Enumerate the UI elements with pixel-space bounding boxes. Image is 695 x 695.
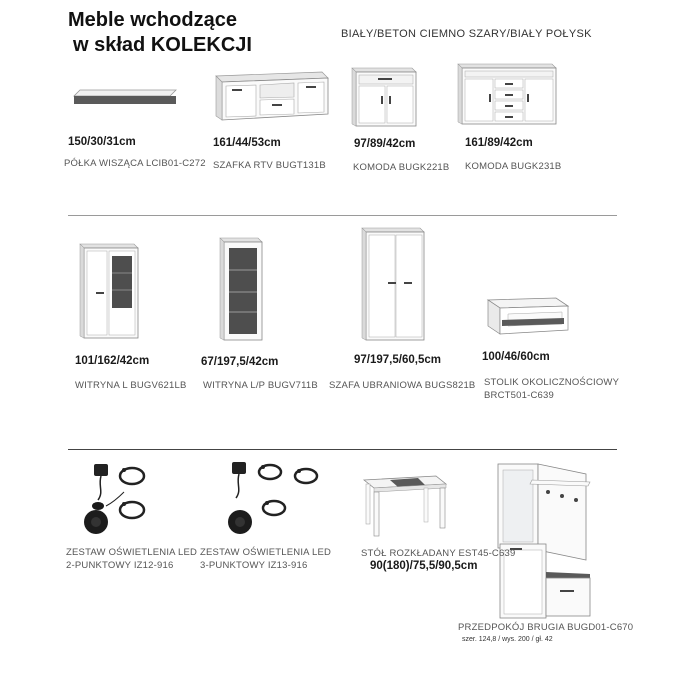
product-code: 2-PUNKTOWY IZ12-916 <box>66 560 174 571</box>
product-name: STOLIK OKOLICZNOŚCIOWY <box>484 377 620 388</box>
product-name: PRZEDPOKÓJ BRUGIA BUGD01-C670 <box>458 622 634 633</box>
led-set-2-image <box>76 462 154 536</box>
product-dimensions: 100/46/60cm <box>482 351 550 363</box>
led-set-3-image <box>220 458 324 536</box>
product-name: ZESTAW OŚWIETLENIA LED <box>200 547 332 558</box>
large-chest-image <box>456 62 558 126</box>
hallway-set-image <box>496 460 596 620</box>
tall-display-cabinet-image <box>218 236 264 342</box>
section-divider <box>68 215 617 216</box>
product-name: PÓŁKA WISZĄCA LCIB01-C272 <box>64 158 206 169</box>
product-dimensions: 67/197,5/42cm <box>201 356 279 368</box>
product-name: STÓŁ ROZKŁADANY EST45-C639 <box>361 548 516 559</box>
product-dimensions: 150/30/31cm <box>68 136 136 148</box>
color-variants-label: BIAŁY/BETON CIEMNO SZARY/BIAŁY POŁYSK <box>341 28 592 40</box>
tv-cabinet-image <box>210 70 330 122</box>
extending-table-image <box>362 474 448 538</box>
heading-line-1: Meble wchodzące <box>68 9 237 31</box>
product-dimensions: 97/89/42cm <box>354 138 416 150</box>
section-divider <box>68 449 617 450</box>
wide-display-cabinet-image <box>78 242 140 340</box>
small-chest-image <box>350 66 418 128</box>
hanging-shelf-image <box>72 88 178 106</box>
coffee-table-image <box>484 296 570 336</box>
product-code: 3-PUNKTOWY IZ13-916 <box>200 560 308 571</box>
product-name: WITRYNA L/P BUGV711B <box>203 380 318 391</box>
product-name: SZAFKA RTV BUGT131B <box>213 160 326 171</box>
product-name: ZESTAW OŚWIETLENIA LED <box>66 547 198 558</box>
product-name: KOMODA BUGK231B <box>465 161 562 172</box>
product-code: BRCT501-C639 <box>484 390 554 401</box>
product-size-note: szer. 124,8 / wys. 200 / gł. 42 <box>462 636 553 643</box>
product-dimensions: 90(180)/75,5/90,5cm <box>370 560 478 572</box>
heading-line-2: w skład KOLEKCJI <box>73 34 252 56</box>
product-dimensions: 97/197,5/60,5cm <box>354 354 441 366</box>
product-name: KOMODA BUGK221B <box>353 162 450 173</box>
product-name: SZAFA UBRANIOWA BUGS821B <box>329 380 476 391</box>
wardrobe-image <box>360 226 426 342</box>
product-dimensions: 161/44/53cm <box>213 137 281 149</box>
product-name: WITRYNA L BUGV621LB <box>75 380 187 391</box>
product-dimensions: 161/89/42cm <box>465 137 533 149</box>
product-dimensions: 101/162/42cm <box>75 355 150 367</box>
